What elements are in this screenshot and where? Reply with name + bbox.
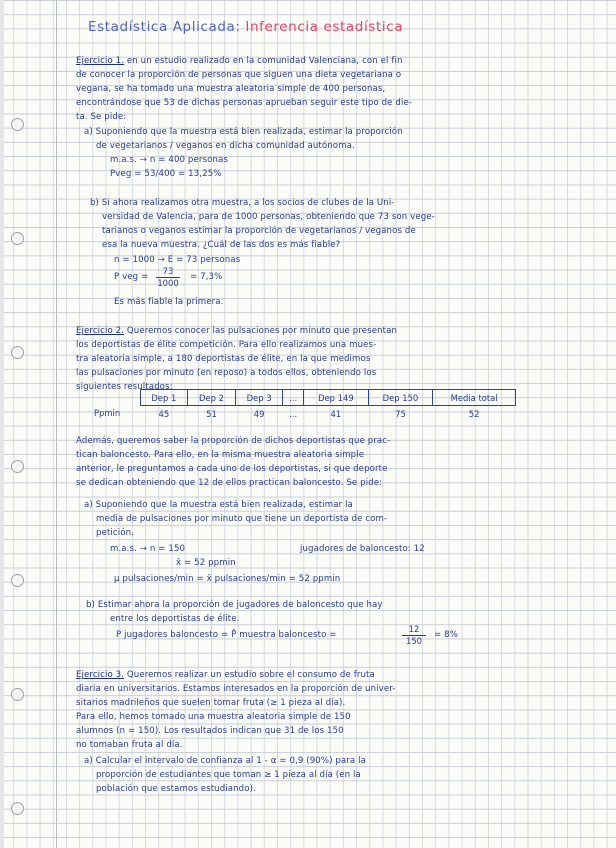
table-header-cell: Dep 149 [304,390,369,406]
table-header-cell: Media total [433,390,516,406]
ex3-label: Ejercicio 3. [76,670,125,680]
ex3-a-line-2: proporción de estudiantes que toman ≥ 1 pieza al día (en la [96,770,361,780]
ex1-b-work-1: n = 1000 → E = 73 personas [114,255,241,265]
ex2-line-6: Además, queremos saber la proporción de dichos deportistas que prac- [76,436,391,446]
table-cell: 45 [140,406,188,422]
ex3-line-3: sitarios madrileños que suelen tomar fruta (≥ 1 pieza al día). [76,698,346,708]
table-corner [92,390,140,406]
ex1-line-5: ta. Se pide: [76,112,127,122]
ex2-a-line-1: a) Suponiendo que la muestra está bien realizada, estimar la [84,500,353,510]
ex1-line-1: Ejercicio 1. en un estudio realizado en la comunidad Valenciana, con el fin [76,56,403,66]
ex3-line-6: no tomaban fruta al día. [76,740,183,750]
ex1-line-2: de conocer la proporción de personas que siguen una dieta vegetariana o [76,70,402,80]
ex3-line-1: Ejercicio 3. Queremos realizar un estudio sobre el consumo de fruta [76,670,375,680]
ex2-line-9: se dedican obteniendo que 12 de ellos practican baloncesto. Se pide: [76,478,383,488]
ex1-b-line-2: versidad de Valencia, para de 1000 personas, obteniendo que 73 son vege- [102,212,435,222]
ex1-line-4: encontrándose que 53 de dichas personas aprueban seguir este tipo de die- [76,98,413,108]
ex1-b-work-2-right: = 7,3% [190,272,223,282]
ex2-line-3: tra aleatoria simple, a 180 deportistas de élite, en la que medimos [76,354,371,364]
ex3-line-5: alumnos (n = 150). Los resultados indican que 31 de los 150 [76,726,344,736]
ex1-b-line-1: b) Si ahora realizamos otra muestra, a los socios de clubes de la Uni- [90,198,395,208]
ex2-a-work-1b: jugadores de baloncesto: 12 [300,544,425,554]
ex2-b-line-2: entre los deportistas de élite. [110,614,240,624]
table-row-label: Ppmin [94,408,121,419]
table-cell: 49 [235,406,283,422]
ex3-a-line-3: población que estamos estudiando). [96,784,256,794]
ex2-line-7: tican baloncesto. Para ello, en la misma muestra aleatoria simple [76,450,365,460]
table-cell: ... [283,406,304,422]
ex2-b-work-left: P jugadores baloncesto = P̂ muestra baloncesto = [116,630,337,640]
ex1-a-line-2: de vegetarianos / veganos en dicha comunidad autónoma. [96,141,355,151]
ex1-a-work-1: m.a.s. → n = 400 personas [110,155,228,165]
ex1-line-3: vegana, se ha tomado una muestra aleatoria simple de 400 personas, [76,84,386,94]
ex2-line-5: siguientes resultados: [76,382,173,392]
ex2-b-fraction [402,624,426,646]
ex1-b-fraction [156,266,180,288]
ex3-line-2: diaria en universitarios. Estamos interesados en la proporción de univer- [76,684,396,694]
ex3-line-4: Para ello, hemos tomado una muestra aleatoria simple de 150 [76,712,351,722]
ex2-b-work-right: = 8% [434,630,458,640]
pulse-table-header-row [92,390,516,406]
ex2-line-4: las pulsaciones por minuto (en reposo) a todos ellos, obteniendo los [76,368,377,378]
binder-hole [11,346,24,359]
ex2-a-work-3: μ pulsaciones/min = x̄ pulsaciones/min = 52 ppmin [114,574,341,584]
table-header-cell: Dep 150 [368,390,433,406]
pulse-table [92,389,516,421]
table-header-cell: ... [283,390,304,406]
binder-hole [11,688,24,701]
binder-hole [11,574,24,587]
ex1-b-line-3: tarianos o veganos estimar la proporción de vegetarianos / veganos de [102,226,416,236]
page-title [88,19,403,35]
ex2-label: Ejercicio 2. [76,326,125,336]
table-header-cell: Dep 2 [188,390,236,406]
ex2-b-denominator: 150 [406,636,422,646]
ex2-a-line-2: media de pulsaciones por minuto que tiene un deportista de com- [96,514,388,524]
table-cell: 75 [368,406,433,422]
ex2-line-2: los deportistas de élite competición. Para ello realizamos una mues- [76,340,377,350]
binder-hole [11,118,24,131]
ex2-a-line-3: petición. [96,528,134,538]
ex2-b-numerator: 12 [408,624,420,634]
ex3-a-line-1: a) Calcular el intervalo de confianza al 1 - α = 0,9 (90%) para la [84,756,366,766]
ex1-a-line-1: a) Suponiendo que la muestra está bien realizada, estimar la proporción [84,127,403,137]
title-topic: Inferencia estadística [245,19,404,35]
margin-line [56,0,57,848]
ex2-line-8: anterior, le preguntamos a cada uno de los deportistas, si que deporte [76,464,388,474]
ex1-b-line-4: esa la nueva muestra. ¿Cuál de las dos es más fiable? [102,240,341,250]
table-header-cell: Dep 1 [140,390,188,406]
binder-hole [11,232,24,245]
ex2-line-1: Ejercicio 2. Queremos conocer las pulsaciones por minuto que presentan [76,326,398,336]
ex1-b-work-2-left: P veg = [114,272,149,282]
table-cell: 41 [304,406,369,422]
ex2-a-work-1: m.a.s. → n = 150 [110,544,186,554]
binder-hole [11,460,24,473]
binder-holes [0,0,30,848]
ex1-b-numerator: 73 [162,266,174,276]
binder-hole [11,802,24,815]
ex1-a-work-2: Pveg = 53/400 = 13,25% [110,169,222,179]
ex1-b-conclusion: Es más fiable la primera. [114,297,224,307]
title-course: Estadística Aplicada: [88,19,241,35]
ex2-b-line-1: b) Estimar ahora la proporción de jugadores de baloncesto que hay [86,600,383,610]
ex1-b-denominator: 1000 [157,278,179,288]
ex1-label: Ejercicio 1. [76,56,125,66]
table-cell: 51 [188,406,236,422]
pulse-table-value-row [92,406,516,422]
table-cell: 52 [433,406,516,422]
ex2-a-work-2: x̄ = 52 ppmin [176,558,236,568]
table-header-cell: Dep 3 [235,390,283,406]
